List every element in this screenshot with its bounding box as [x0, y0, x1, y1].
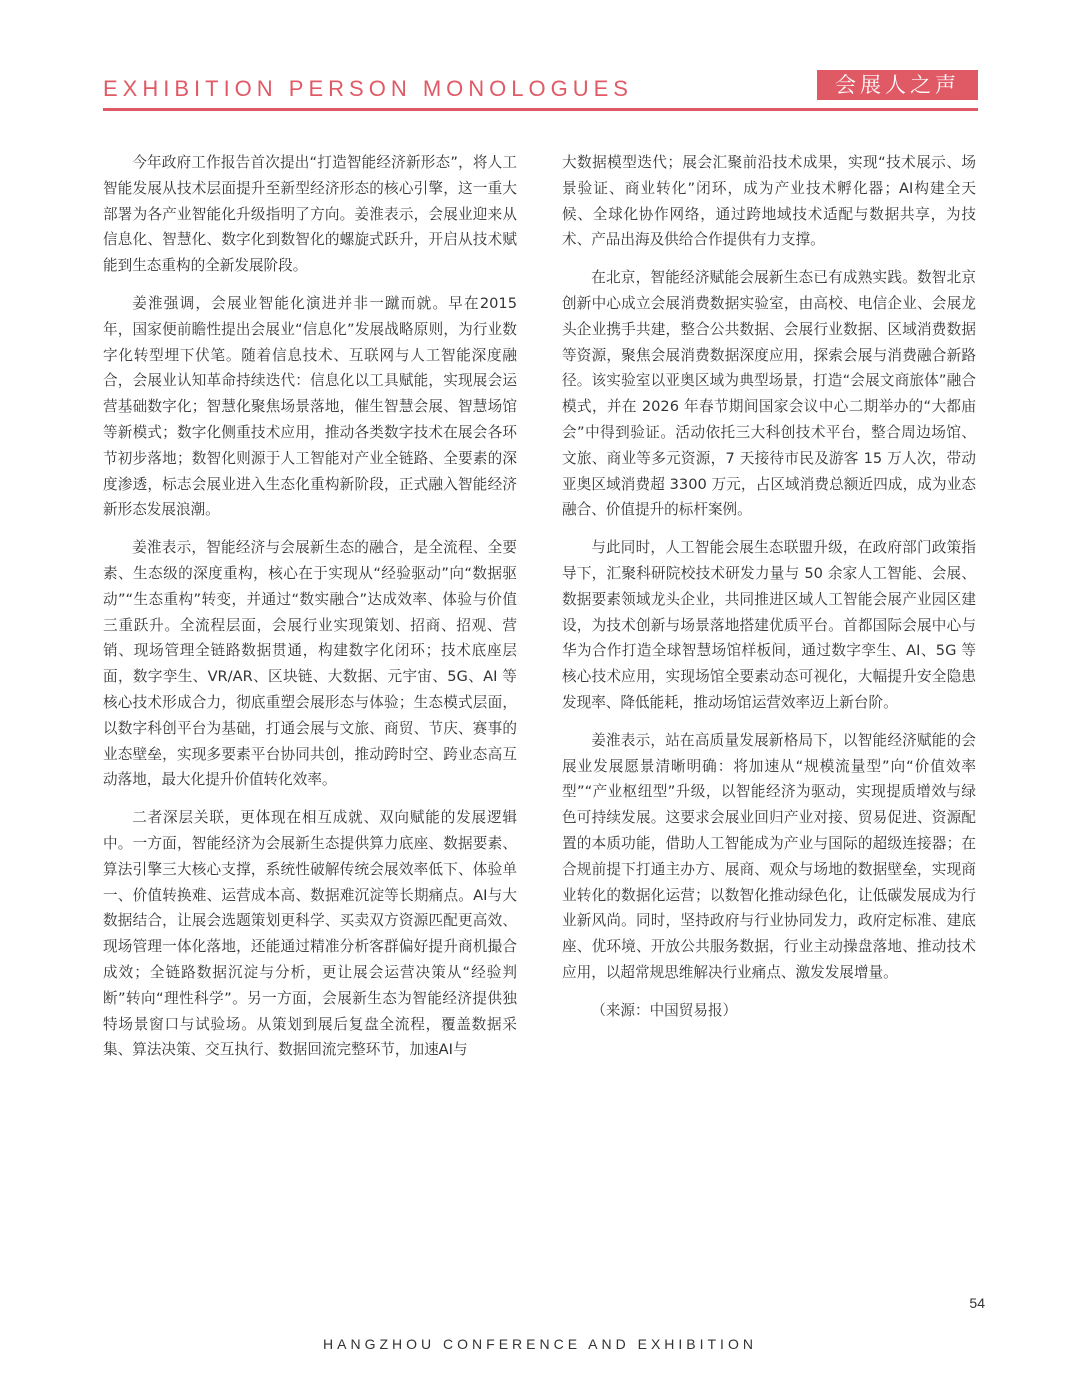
page-number: 54	[969, 1295, 985, 1311]
paragraph-continuation: 大数据模型迭代；展会汇聚前沿技术成果，实现“技术展示、场景验证、商业转化”闭环，成为产业技术孵化器；AI构建全天候、全球化协作网络，通过跨地域技术适配与数据共享，为技术、产品出海及供给合作提供有力支撑。	[562, 154, 976, 249]
paragraph: 姜淮表示，站在高质量发展新格局下，以智能经济赋能的会展业发展愿景清晰明确：将加速从“规模流量型”向“价值效率型”“产业枢纽型”升级，以智能经济为驱动，实现提质增效与绿色可持续发展。这要求会展业回归产业对接、贸易促进、资源配置的本质功能，借助人工智能成为产业与国际的超级连接器；在合规前提下打通主办方、展商、观众与场地的数据壁垒，实现商业转化的数据化运营；以数智化推动绿色化，让低碳发展成为行业新风尚。同时，坚持政府与行业协同发力，政府定标准、建底座、优环境、开放公共服务数据，行业主动操盘落地、推动技术应用，以超常规思维解决行业痛点、激发发展增量。	[562, 731, 976, 981]
right-column	[562, 150, 976, 1036]
left-column	[103, 150, 517, 1075]
paragraph: 姜淮强调，会展业智能化演进并非一蹴而就。早在2015年，国家便前瞻性提出会展业“信息化”发展战略原则，为行业数字化转型埋下伏笔。随着信息技术、互联网与人工智能深度融合，会展业认知革命持续迭代：信息化以工具赋能，实现展会运营基础数字化；智慧化聚焦场景落地，催生智慧会展、智慧场馆等新模式；数字化侧重技术应用，推动各类数字技术在展会各环节初步落地；数智化则源于人工智能对产业全链路、全要素的深度渗透，标志会展业进入生态化重构新阶段，正式融入智能经济新形态发展浪潮。	[103, 294, 517, 519]
paragraph: 姜淮表示，智能经济与会展新生态的融合，是全流程、全要素、生态级的深度重构，核心在于实现从“经验驱动”向“数据驱动”“生态重构”转变，并通过“数实融合”达成效率、体验与价值三重跃升。全流程层面，会展行业实现策划、招商、招观、营销、现场管理全链路数据贯通，构建数字化闭环；技术底座层面，数字孪生、VR/AR、区块链、大数据、元宇宙、5G、AI 等核心技术形成合力，彻底重塑会展形态与体验；生态模式层面，以数字科创平台为基础，打通会展与文旅、商贸、节庆、赛事的业态壁垒，实现多要素平台协同共创，推动跨时空、跨业态高互动落地，最大化提升价值转化效率。	[103, 539, 517, 789]
header-divider	[103, 108, 978, 111]
page-header	[103, 70, 978, 114]
section-title: EXHIBITION PERSON MONOLOGUES	[103, 76, 633, 101]
section-badge: 会展人之声	[817, 70, 978, 100]
footer-title: HANGZHOU CONFERENCE AND EXHIBITION	[323, 1336, 757, 1352]
paragraph: 二者深层关联，更体现在相互成就、双向赋能的发展逻辑中。一方面，智能经济为会展新生态提供算力底座、数据要素、算法引擎三大核心支撑，系统性破解传统会展效率低下、体验单一、价值转换难、运营成本高、数据难沉淀等长期痛点。AI与大数据结合，让展会选题策划更科学、买卖双方资源匹配更高效、现场管理一体化落地，还能通过精准分析客群偏好提升商机撮合成效；全链路数据沉淀与分析，更让展会运营决策从“经验判断”转向“理性科学”。另一方面，会展新生态为智能经济提供独特场景窗口与试验场。从策划到展后复盘全流程，覆盖数据采集、算法决策、交互执行、数据回流完整环节，加速AI与	[103, 809, 517, 1059]
source-citation: （来源：中国贸易报）	[591, 1001, 738, 1019]
paragraph: 在北京，智能经济赋能会展新生态已有成熟实践。数智北京创新中心成立会展消费数据实验室，由高校、电信企业、会展龙头企业携手共建，整合公共数据、会展行业数据、区域消费数据等资源，聚焦会展消费数据深度应用，探索会展与消费融合新路径。该实验室以亚奥区域为典型场景，打造“会展文商旅体”融合模式，并在 2026 年春节期间国家会议中心二期举办的“大都庙会”中得到验证。活动依托三大科创技术平台，整合周边场馆、文旅、商业等多元资源，7 天接待市民及游客 15 万人次，带动亚奥区域消费超 3300 万元，占区域消费总额近四成，成为业态融合、价值提升的标杆案例。	[562, 269, 976, 519]
paragraph: 与此同时，人工智能会展生态联盟升级，在政府部门政策指导下，汇聚科研院校技术研发力量与 50 余家人工智能、会展、数据要素领域龙头企业，共同推进区域人工智能会展产业园区建设，为技术创新与场景落地搭建优质平台。首都国际会展中心与华为合作打造全球智慧场馆样板间，通过数字孪生、AI、5G 等核心技术应用，实现场馆全要素动态可视化，大幅提升安全隐患发现率、降低能耗，推动场馆运营效率迈上新台阶。	[562, 539, 976, 711]
paragraph: 今年政府工作报告首次提出“打造智能经济新形态”，将人工智能发展从技术层面提升至新型经济形态的核心引擎，这一重大部署为各产业智能化升级指明了方向。姜淮表示，会展业迎来从信息化、智慧化、数字化到数智化的螺旋式跃升，开启从技术赋能到生态重构的全新发展阶段。	[103, 154, 517, 275]
